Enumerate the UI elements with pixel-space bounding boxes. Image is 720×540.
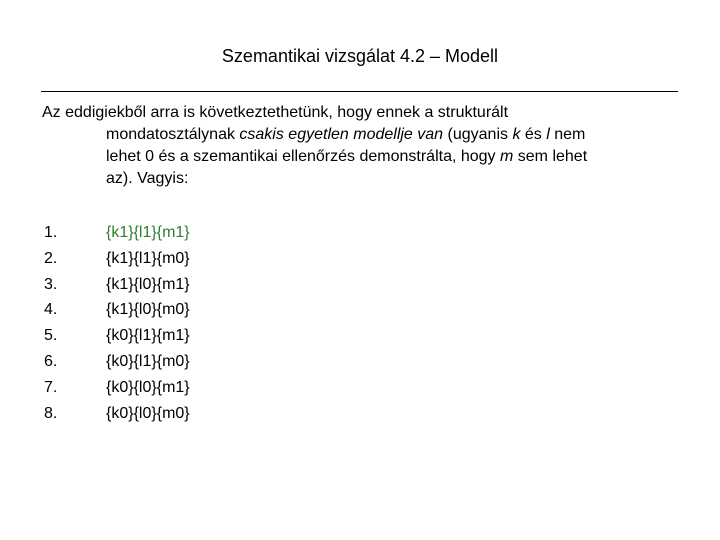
list-item-value: {k1}{l1}{m1} — [106, 224, 190, 241]
list-item — [42, 403, 342, 429]
list-item — [42, 222, 342, 248]
list-item-number: 2. — [44, 249, 58, 267]
paragraph-text: lehet 0 és a szemantikai ellenőrzés demonstrálta, hogy — [106, 148, 500, 165]
variable-k: k — [512, 126, 521, 143]
paragraph-text: és — [520, 126, 547, 143]
list-item-value: {k1}{l1}{m0} — [106, 249, 190, 267]
paragraph-text: sem lehet — [513, 148, 588, 165]
list-item — [42, 377, 342, 403]
title-divider — [41, 91, 678, 92]
paragraph-text: (ugyanis — [443, 126, 513, 143]
list-item — [42, 325, 342, 351]
list-item-value: {k0}{l0}{m1} — [106, 378, 190, 396]
list-item-value: {k1}{l0}{m0} — [106, 301, 190, 319]
paragraph-continuation — [42, 124, 682, 190]
list-item-number: 3. — [44, 275, 58, 293]
list-item — [42, 248, 342, 274]
paragraph-text: mondatosztálynak — [106, 126, 240, 143]
list-item-number: 7. — [44, 378, 58, 396]
paragraph-emphasis: csakis egyetlen modellje van — [239, 126, 444, 143]
list-item-number: 6. — [44, 352, 58, 370]
list-item-number: 5. — [44, 327, 58, 345]
paragraph-text: az). Vagyis: — [106, 170, 189, 187]
list-item-value: {k0}{l1}{m1} — [106, 327, 190, 345]
list-item — [42, 351, 342, 377]
list-item-value: {k0}{l1}{m0} — [106, 352, 190, 370]
paragraph-line-1: Az eddigiekből arra is következtethetünk, hogy ennek a strukturált — [42, 104, 509, 121]
list-item-value: {k0}{l0}{m0} — [106, 404, 190, 422]
model-list — [42, 222, 342, 428]
list-item-number: 4. — [44, 301, 58, 319]
list-item — [42, 299, 342, 325]
variable-l: l — [546, 126, 550, 143]
list-item — [42, 274, 342, 300]
list-item-value: {k1}{l0}{m1} — [106, 275, 190, 293]
variable-m: m — [500, 148, 514, 165]
paragraph-text: nem — [549, 126, 586, 143]
list-item-number: 8. — [44, 404, 58, 422]
body-paragraph — [42, 102, 682, 190]
slide-title: Szemantikai vizsgálat 4.2 – Modell — [221, 46, 499, 66]
list-item-number: 1. — [44, 224, 58, 241]
